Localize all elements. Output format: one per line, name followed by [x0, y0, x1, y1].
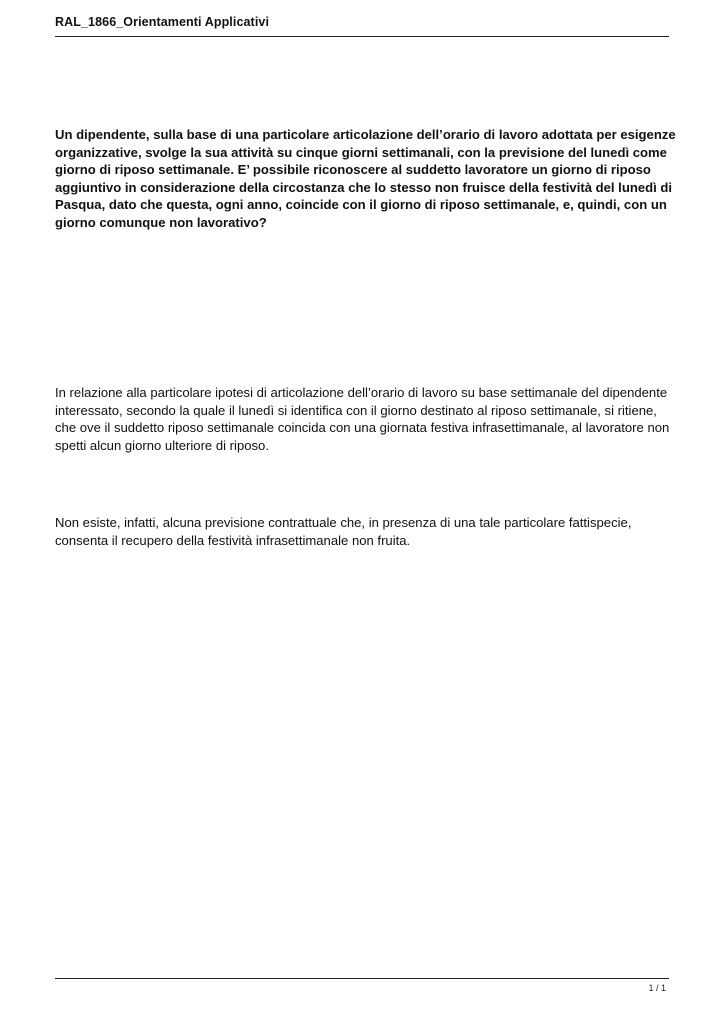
header-divider: [55, 36, 669, 37]
answer-paragraph-2: Non esiste, infatti, alcuna previsione contrattuale che, in presenza di una tale particolare fattispecie, consenta il recupero della festività infrasettimanale non fruita.: [55, 515, 632, 548]
footer-divider: [55, 978, 669, 979]
page-number: 1 / 1: [648, 983, 666, 993]
answer-paragraph-1: In relazione alla particolare ipotesi di articolazione dell’orario di lavoro su base settimanale del dipendente interessato, secondo la quale il lunedì si identifica con il giorno destinato al riposo settimanale, si ritiene, che ove il suddetto riposo settimanale coincida con una giornata festiva infrasettimanale, al lavoratore non spetti alcun giorno ulteriore di riposo.: [55, 385, 670, 453]
document-header-title: RAL_1866_Orientamenti Applicativi: [55, 15, 270, 29]
question-paragraph: Un dipendente, sulla base di una particolare articolazione dell’orario di lavoro adottata per esigenze organizzative, svolge la sua attività su cinque giorni settimanali, con la previsione del lunedì come giorno di riposo settimanale. E’ possibile riconoscere al suddetto lavoratore un giorno di riposo aggiuntivo in considerazione della circostanza che lo stesso non fruisce della festività del lunedì di Pasqua, dato che questa, ogni anno, coincide con il giorno di riposo settimanale, e, quindi, con un giorno comunque non lavorativo?: [55, 127, 676, 230]
